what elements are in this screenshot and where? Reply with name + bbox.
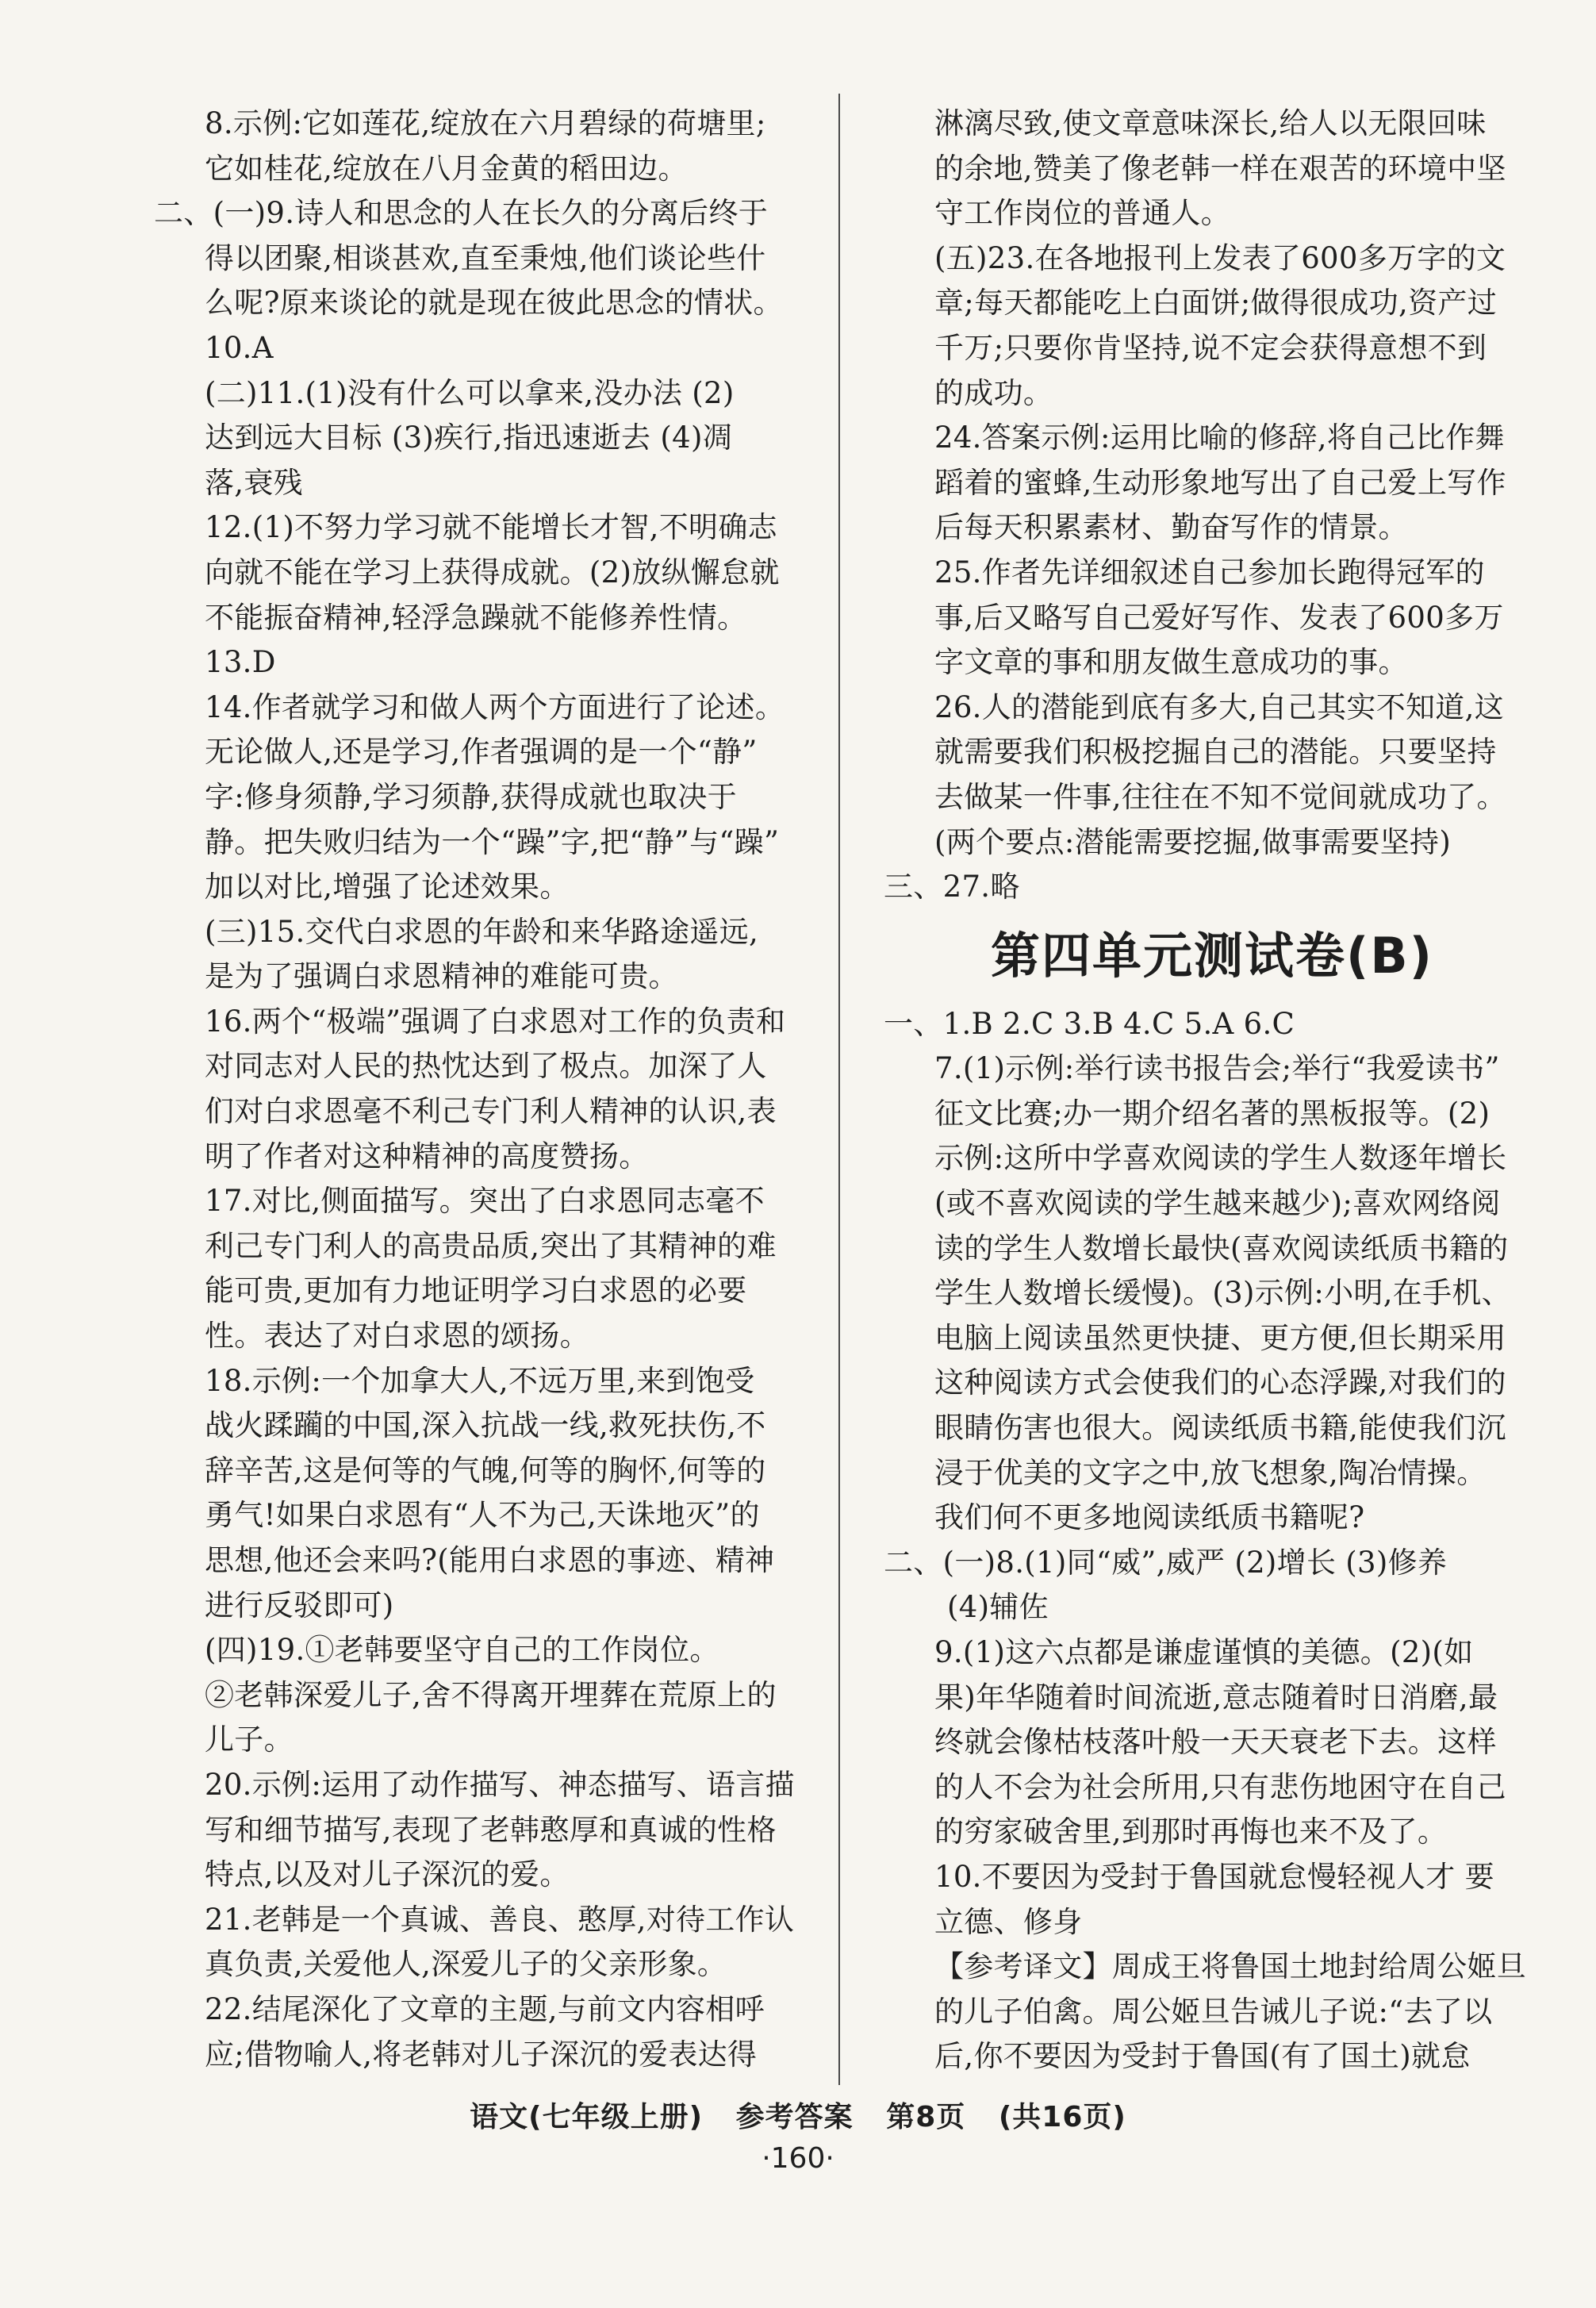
page-footer [0,2095,1596,2135]
answer-line: 应;借物喻人,将老韩对儿子深沉的爱表达得 [205,2037,758,2072]
answer-line: 后,你不要因为受封于鲁国(有了国土)就怠 [934,2039,1471,2074]
answer-line: 去做某一件事,往往在不知不觉间就成功了。 [934,779,1506,814]
answer-line: 的余地,赞美了像老韩一样在艰苦的环境中坚 [934,151,1506,186]
answer-line: 淋漓尽致,使文章意味深长,给人以无限回味 [934,106,1487,140]
answer-line: 眼睛伤害也很大。阅读纸质书籍,能使我们沉 [934,1411,1506,1446]
left-column [154,102,800,2077]
answer-line: 7.(1)示例:举行读书报告会;举行“我爱读书” [934,1051,1500,1086]
answer-line: 电脑上阅读虽然更快捷、更方便,但长期采用 [934,1320,1506,1355]
answer-line: 是为了强调白求恩精神的难能可贵。 [205,959,678,994]
right-column [884,102,1529,2080]
answer-line: 二、(一)8.(1)同“威”,威严 (2)增长 (3)修养 [884,1545,1448,1580]
answer-line: 10.不要因为受封于鲁国就怠慢轻视人才 要 [934,1859,1494,1894]
answer-line: 思想,他还会来吗?(能用白求恩的事迹、精神 [205,1543,775,1577]
answer-line: 达到远大目标 (3)疾行,指迅速逝去 (4)凋 [205,421,733,455]
answer-line: 13.D [205,645,276,680]
answer-line: 读的学生人数增长最快(喜欢阅读纸质书籍的 [934,1231,1509,1265]
answer-line: (4)辅佐 [947,1590,1049,1625]
answer-line: 24.答案示例:运用比喻的修辞,将自己比作舞 [934,421,1505,455]
answer-line: 18.示例:一个加拿大人,不远万里,来到饱受 [205,1363,755,1398]
answer-line: 的穷家破舍里,到那时再悔也来不及了。 [934,1815,1448,1849]
answer-line: 25.作者先详细叙述自己参加长跑得冠军的 [934,555,1485,589]
answer-line: (五)23.在各地报刊上发表了600多万字的文 [934,240,1506,275]
right-column-bottom [884,1002,1529,2080]
answer-line: (或不喜欢阅读的学生越来越少);喜欢网络阅 [934,1186,1501,1221]
answer-line: 不能振奋精神,轻浮急躁就不能修养性情。 [205,600,747,635]
answer-line: (两个要点:潜能需要挖掘,做事需要坚持) [934,824,1452,859]
footer-label: 参考答案 [735,2101,854,2133]
answer-line: 辞辛苦,这是何等的气魄,何等的胸怀,何等的 [205,1453,766,1488]
answer-line: 这种阅读方式会使我们的心态浮躁,对我们的 [934,1365,1506,1400]
answer-line: 千万;只要你肯坚持,说不定会获得意想不到 [934,330,1487,365]
footer-total: (共16页) [998,2101,1126,2133]
answer-line: 三、27.略 [884,870,1020,904]
answer-line: 17.对比,侧面描写。突出了白求恩同志毫不 [205,1184,765,1219]
answer-line: 静。把失败归结为一个“躁”字,把“静”与“躁” [205,824,780,859]
answer-line: 落,衰残 [205,465,303,500]
answer-line: 向就不能在学习上获得成就。(2)放纵懈怠就 [205,555,780,589]
column-divider [838,94,840,2085]
answer-line: 勇气!如果白求恩有“人不为己,天诛地灭”的 [205,1498,760,1533]
answer-line: 明了作者对这种精神的高度赞扬。 [205,1139,649,1173]
answer-line: 写和细节描写,表现了老韩憨厚和真诚的性格 [205,1812,777,1847]
answer-line: 的成功。 [934,375,1053,410]
answer-line: 的人不会为社会所用,只有悲伤地困守在自己 [934,1769,1506,1804]
answer-line: 后每天积累素材、勤奋写作的情景。 [934,510,1408,545]
answer-line: 我们何不更多地阅读纸质书籍呢? [934,1500,1365,1535]
answer-line: 加以对比,增强了论述效果。 [205,870,570,904]
answer-line: 字文章的事和朋友做生意成功的事。 [934,645,1408,680]
footer-subject: 语文(七年级上册) [470,2101,704,2133]
answer-line: 利己专门利人的高贵品质,突出了其精神的难 [205,1228,777,1263]
answer-line: 们对白求恩毫不利己专门利人精神的认识,表 [205,1094,777,1129]
answer-line: 蹈着的蜜蜂,生动形象地写出了自己爱上写作 [934,465,1506,500]
page-number: ·160· [762,2142,834,2175]
answer-line: 21.老韩是一个真诚、善良、憨厚,对待工作认 [205,1902,795,1937]
answer-line: 能可贵,更加有力地证明学习白求恩的必要 [205,1273,747,1308]
answer-line: 学生人数增长缓慢)。(3)示例:小明,在手机、 [934,1276,1511,1311]
answer-line: 立德、修身 [934,1904,1083,1939]
answer-line: 征文比赛;办一期介绍名著的黑板报等。(2) [934,1096,1490,1131]
answer-line: 字:修身须静,学习须静,获得成就也取决于 [205,779,737,814]
answer-line: 战火蹂躏的中国,深入抗战一线,救死扶伤,不 [205,1408,766,1443]
answer-line: 性。表达了对白求恩的颂扬。 [205,1319,589,1354]
answer-line: 20.示例:运用了动作描写、神态描写、语言描 [205,1767,795,1802]
answer-line: 二、(一)9.诗人和思念的人在长久的分离后终于 [154,196,769,231]
answer-line: 得以团聚,相谈甚欢,直至秉烛,他们谈论些什 [205,240,766,275]
answer-line: (二)11.(1)没有什么可以拿来,没办法 (2) [205,375,735,410]
answer-line: 10.A [205,330,274,365]
answer-line: 26.人的潜能到底有多大,自己其实不知道,这 [934,689,1504,724]
answer-line: 一、1.B 2.C 3.B 4.C 5.A 6.C [884,1006,1295,1041]
answer-line: 示例:这所中学喜欢阅读的学生人数逐年增长 [934,1141,1507,1176]
answer-line: 12.(1)不努力学习就不能增长才智,不明确志 [205,510,777,545]
answer-line: ②老韩深爱儿子,舍不得离开埋葬在荒原上的 [205,1677,777,1712]
answer-line: 守工作岗位的普通人。 [934,196,1230,231]
answer-line: 14.作者就学习和做人两个方面进行了论述。 [205,689,785,724]
answer-line: 对同志对人民的热忱达到了极点。加深了人 [205,1049,767,1084]
answer-line: 儿子。 [205,1722,293,1757]
answer-line: 事,后又略写自己爱好写作、发表了600多万 [934,600,1504,635]
answer-line: (四)19.①老韩要坚守自己的工作岗位。 [205,1633,719,1668]
answer-line: 16.两个“极端”强调了白求恩对工作的负责和 [205,1004,786,1039]
answer-line: 它如桂花,绽放在八月金黄的稻田边。 [205,151,688,186]
answer-line: (三)15.交代白求恩的年龄和来华路途遥远, [205,914,759,949]
answer-line: 无论做人,还是学习,作者强调的是一个“静” [205,735,758,770]
section-title: 第四单元测试卷(B) [991,926,1433,985]
answer-line: 【参考译文】周成王将鲁国土地封给周公姬旦 [934,1949,1526,1984]
answer-line: 终就会像枯枝落叶般一天天衰老下去。这样 [934,1725,1497,1760]
answer-line: 真负责,关爱他人,深爱儿子的父亲形象。 [205,1947,727,1982]
answer-line: 章;每天都能吃上白面饼;做得很成功,资产过 [934,286,1497,321]
footer-page: 第8页 [886,2101,966,2133]
answer-line: 果)年华随着时间流逝,意志随着时日消磨,最 [934,1680,1498,1715]
answer-line: 8.示例:它如莲花,绽放在六月碧绿的荷塘里; [205,106,766,140]
answer-line: 22.结尾深化了文章的主题,与前文内容相呼 [205,1991,765,2026]
answer-line: 的儿子伯禽。周公姬旦告诫儿子说:“去了以 [934,1994,1493,2029]
answer-line: 进行反驳即可) [205,1588,394,1623]
answer-line: 就需要我们积极挖掘自己的潜能。只要坚持 [934,735,1497,770]
right-column-top [884,102,1529,910]
answer-line: 么呢?原来谈论的就是现在彼此思念的情状。 [205,286,783,321]
answer-line: 特点,以及对儿子深沉的爱。 [205,1857,570,1892]
answer-line: 浸于优美的文字之中,放飞想象,陶冶情操。 [934,1455,1487,1490]
answer-line: 9.(1)这六点都是谦虚谨慎的美德。(2)(如 [934,1635,1474,1669]
